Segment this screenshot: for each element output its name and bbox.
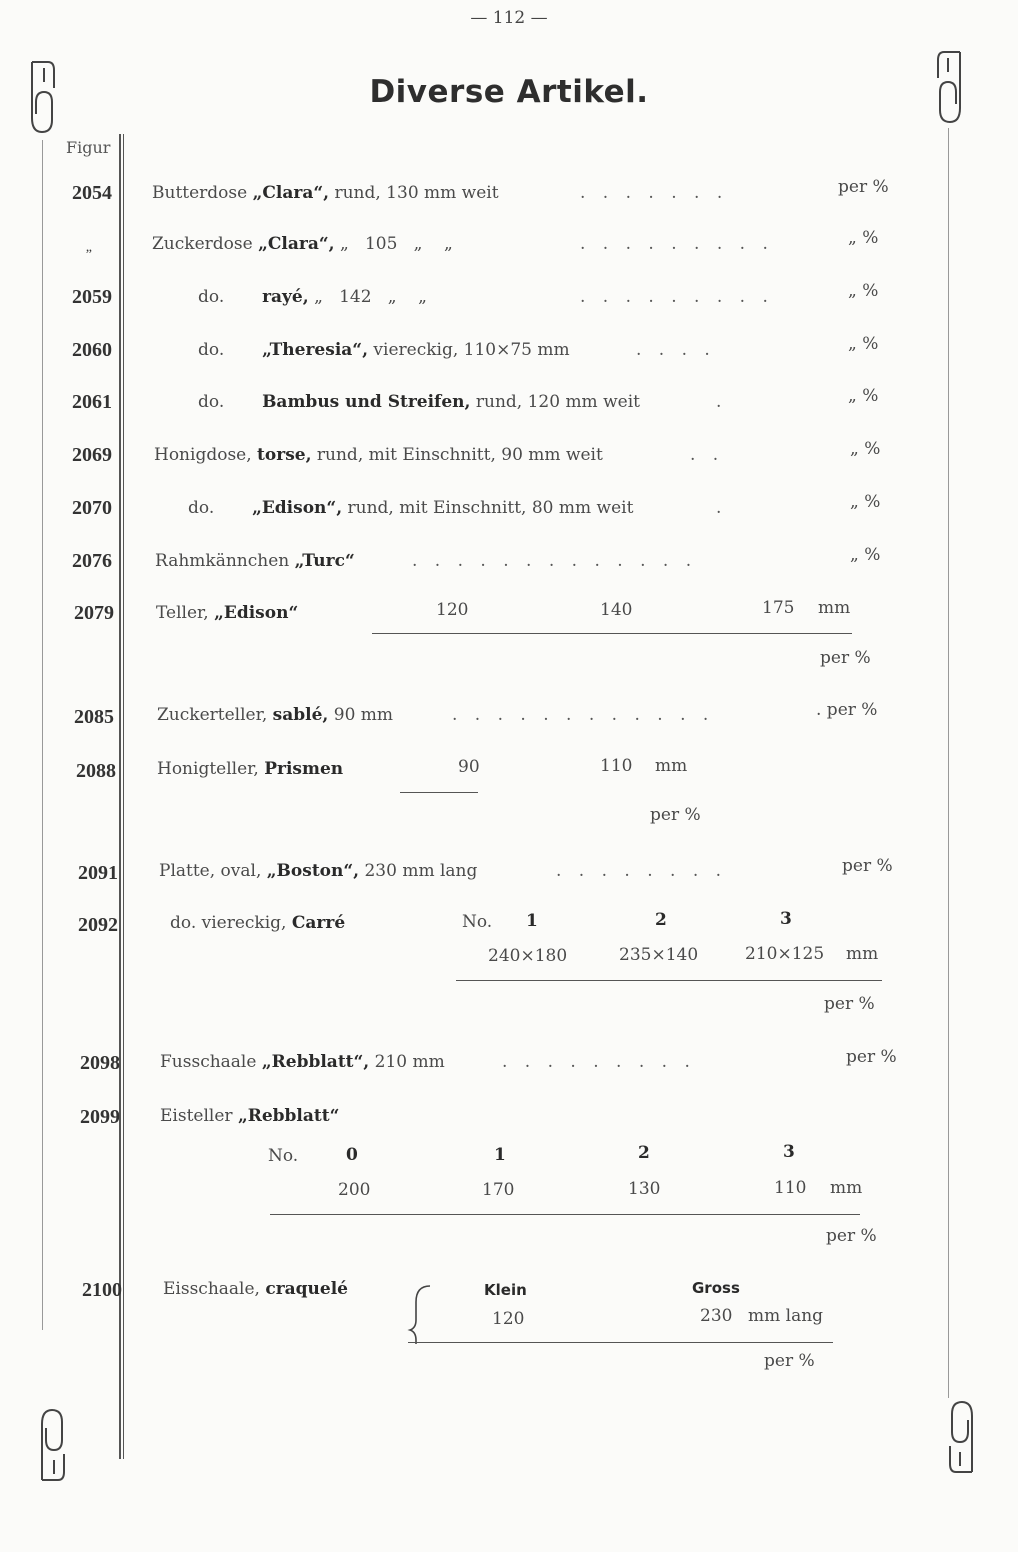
- item-name: torse,: [257, 445, 312, 465]
- page-number: — 112 —: [470, 8, 548, 28]
- item-description: [154, 445, 603, 465]
- price-text: per %: [764, 1351, 815, 1371]
- item-description: Eisteller „Rebblatt“: [160, 1106, 340, 1126]
- item-type: do.: [198, 340, 225, 360]
- item-description: Fusschaale „Rebblatt“, 210 mm: [160, 1052, 445, 1072]
- price-label: [820, 648, 871, 668]
- figure-number: 2079: [74, 602, 114, 624]
- price-text: per %: [824, 994, 875, 1014]
- corner-ornament-bottom-left-icon: [36, 1404, 66, 1484]
- leader-dots: . . . . . . . .: [556, 861, 728, 881]
- size-number: 2: [655, 910, 667, 930]
- size-number: 0: [346, 1145, 358, 1165]
- no-label: No.: [268, 1146, 299, 1166]
- item-description: [188, 498, 633, 518]
- price-text: per %: [826, 1226, 877, 1246]
- figure-number: 2070: [72, 497, 112, 519]
- size-unit: mm: [846, 944, 879, 964]
- item-name: „Clara“,: [252, 183, 330, 203]
- page-title: Diverse Artikel.: [369, 74, 649, 110]
- column-divider: [119, 134, 121, 1459]
- size-value: 200: [338, 1180, 371, 1200]
- item-description: Eisschaale, craquelé: [163, 1279, 349, 1299]
- price-text: „ %: [848, 386, 879, 406]
- figure-number: 2099: [80, 1106, 120, 1128]
- item-description: [152, 183, 499, 203]
- table-rule: [408, 1342, 833, 1343]
- price-text: „ %: [848, 334, 879, 354]
- brace-icon: [404, 1282, 434, 1348]
- size-value: 175: [762, 598, 795, 618]
- item-details: rund, mit Einschnitt, 80 mm weit: [347, 498, 634, 518]
- left-margin-line: [42, 140, 43, 1330]
- item-description: do. viereckig, Carré: [170, 913, 346, 933]
- figure-number: 2069: [72, 444, 112, 466]
- figure-number: 2061: [72, 391, 112, 413]
- item-type: Zuckerdose: [152, 234, 253, 254]
- item-type: do.: [198, 392, 225, 412]
- leader-dots: . . . . . . . . .: [580, 234, 774, 254]
- size-unit: mm: [830, 1178, 863, 1198]
- leader-dots: . .: [690, 445, 725, 465]
- item-description: [198, 287, 427, 307]
- size-value: 110: [774, 1178, 807, 1198]
- size-value: 90: [458, 757, 480, 777]
- item-name: Bambus und Streifen,: [262, 392, 471, 412]
- figure-number: 2088: [76, 760, 116, 782]
- size-number: 3: [783, 1142, 795, 1162]
- table-rule: [456, 980, 882, 981]
- item-description: [155, 551, 355, 571]
- leader-dots: .: [716, 498, 728, 518]
- size-number: 3: [780, 909, 792, 929]
- item-name: „Turc“: [294, 551, 355, 571]
- size-value: 170: [482, 1180, 515, 1200]
- leader-dots: .: [716, 392, 728, 412]
- leader-dots: . . . . . . . . . . . .: [452, 705, 715, 725]
- price-text: per %: [838, 177, 889, 197]
- price-text: „ %: [850, 439, 881, 459]
- leader-dots: . . . . . . . . . . . . .: [412, 551, 698, 571]
- price-text: per %: [846, 1047, 897, 1067]
- price-text: per %: [842, 856, 893, 876]
- size-value: 210×125: [745, 944, 825, 964]
- item-description: Platte, oval, „Boston“, 230 mm lang: [159, 861, 478, 881]
- item-type: do.: [198, 287, 225, 307]
- item-name: „Theresia“,: [262, 340, 368, 360]
- size-unit: mm: [655, 756, 688, 776]
- item-details: rund, 130 mm weit: [334, 183, 499, 203]
- item-description: Honigteller, Prismen: [157, 759, 344, 779]
- item-description: [152, 234, 453, 254]
- price-text: . per %: [816, 700, 878, 720]
- size-number: 1: [526, 911, 538, 931]
- figure-number: 2092: [78, 914, 118, 936]
- item-details: rund, 120 mm weit: [475, 392, 640, 412]
- size-unit: mm: [818, 598, 851, 618]
- item-type: Butterdose: [152, 183, 248, 203]
- size-number: 2: [638, 1143, 650, 1163]
- size-value: 240×180: [488, 946, 568, 966]
- size-value: 230: [700, 1306, 733, 1326]
- item-details: „ 105 „ „: [339, 234, 453, 254]
- no-label: No.: [462, 912, 493, 932]
- table-rule: [400, 792, 478, 793]
- item-description: Zuckerteller, sablé, 90 mm: [157, 705, 394, 725]
- figure-number: 2085: [74, 706, 114, 728]
- figure-number: „: [85, 240, 92, 255]
- item-description: [198, 340, 570, 360]
- figure-number: 2076: [72, 550, 112, 572]
- item-description: [156, 603, 298, 623]
- size-value: 110: [600, 756, 633, 776]
- figure-number: 2100: [82, 1279, 122, 1301]
- figure-number: 2060: [72, 339, 112, 361]
- column-head: Klein: [484, 1281, 527, 1299]
- size-value: 120: [492, 1309, 525, 1329]
- table-rule: [270, 1214, 860, 1215]
- leader-dots: . . . . . . .: [580, 183, 729, 203]
- corner-ornament-bottom-right-icon: [948, 1396, 978, 1476]
- size-value: 140: [600, 600, 633, 620]
- right-margin-line: [948, 128, 949, 1398]
- item-name: „Clara“,: [258, 234, 335, 254]
- item-type: do.: [188, 498, 215, 518]
- column-divider-double: [123, 134, 124, 1459]
- column-head: Gross: [692, 1279, 740, 1297]
- size-value: 130: [628, 1179, 661, 1199]
- price-text: per %: [820, 648, 871, 668]
- leader-dots: . . . . . . . . .: [502, 1052, 696, 1072]
- figure-number: 2098: [80, 1052, 120, 1074]
- price-text: „ %: [850, 492, 881, 512]
- price-text: „ %: [848, 281, 879, 301]
- item-details: rund, mit Einschnitt, 90 mm weit: [316, 445, 603, 465]
- size-value: 120: [436, 600, 469, 620]
- item-details: viereckig, 110×75 mm: [373, 340, 570, 360]
- figure-number: 2091: [78, 862, 118, 884]
- item-type: Honigdose,: [154, 445, 252, 465]
- price-text: per %: [650, 805, 701, 825]
- item-description: [198, 392, 640, 412]
- item-type: Teller,: [156, 603, 209, 623]
- size-value: 235×140: [619, 945, 699, 965]
- item-type: Rahmkännchen: [155, 551, 290, 571]
- item-details: „ 142 „ „: [314, 287, 427, 307]
- figure-number: 2054: [72, 182, 112, 204]
- size-unit: mm lang: [748, 1306, 824, 1326]
- size-number: 1: [494, 1145, 506, 1165]
- figure-number: 2059: [72, 286, 112, 308]
- figur-column-header: Figur: [66, 138, 111, 157]
- table-rule: [372, 633, 852, 634]
- price-text: „ %: [850, 545, 881, 565]
- item-name: rayé,: [262, 287, 309, 307]
- price-text: „ %: [848, 228, 879, 248]
- leader-dots: . . . .: [636, 340, 716, 360]
- leader-dots: . . . . . . . . .: [580, 287, 774, 307]
- item-name: „Edison“: [214, 603, 299, 623]
- item-name: „Edison“,: [252, 498, 343, 518]
